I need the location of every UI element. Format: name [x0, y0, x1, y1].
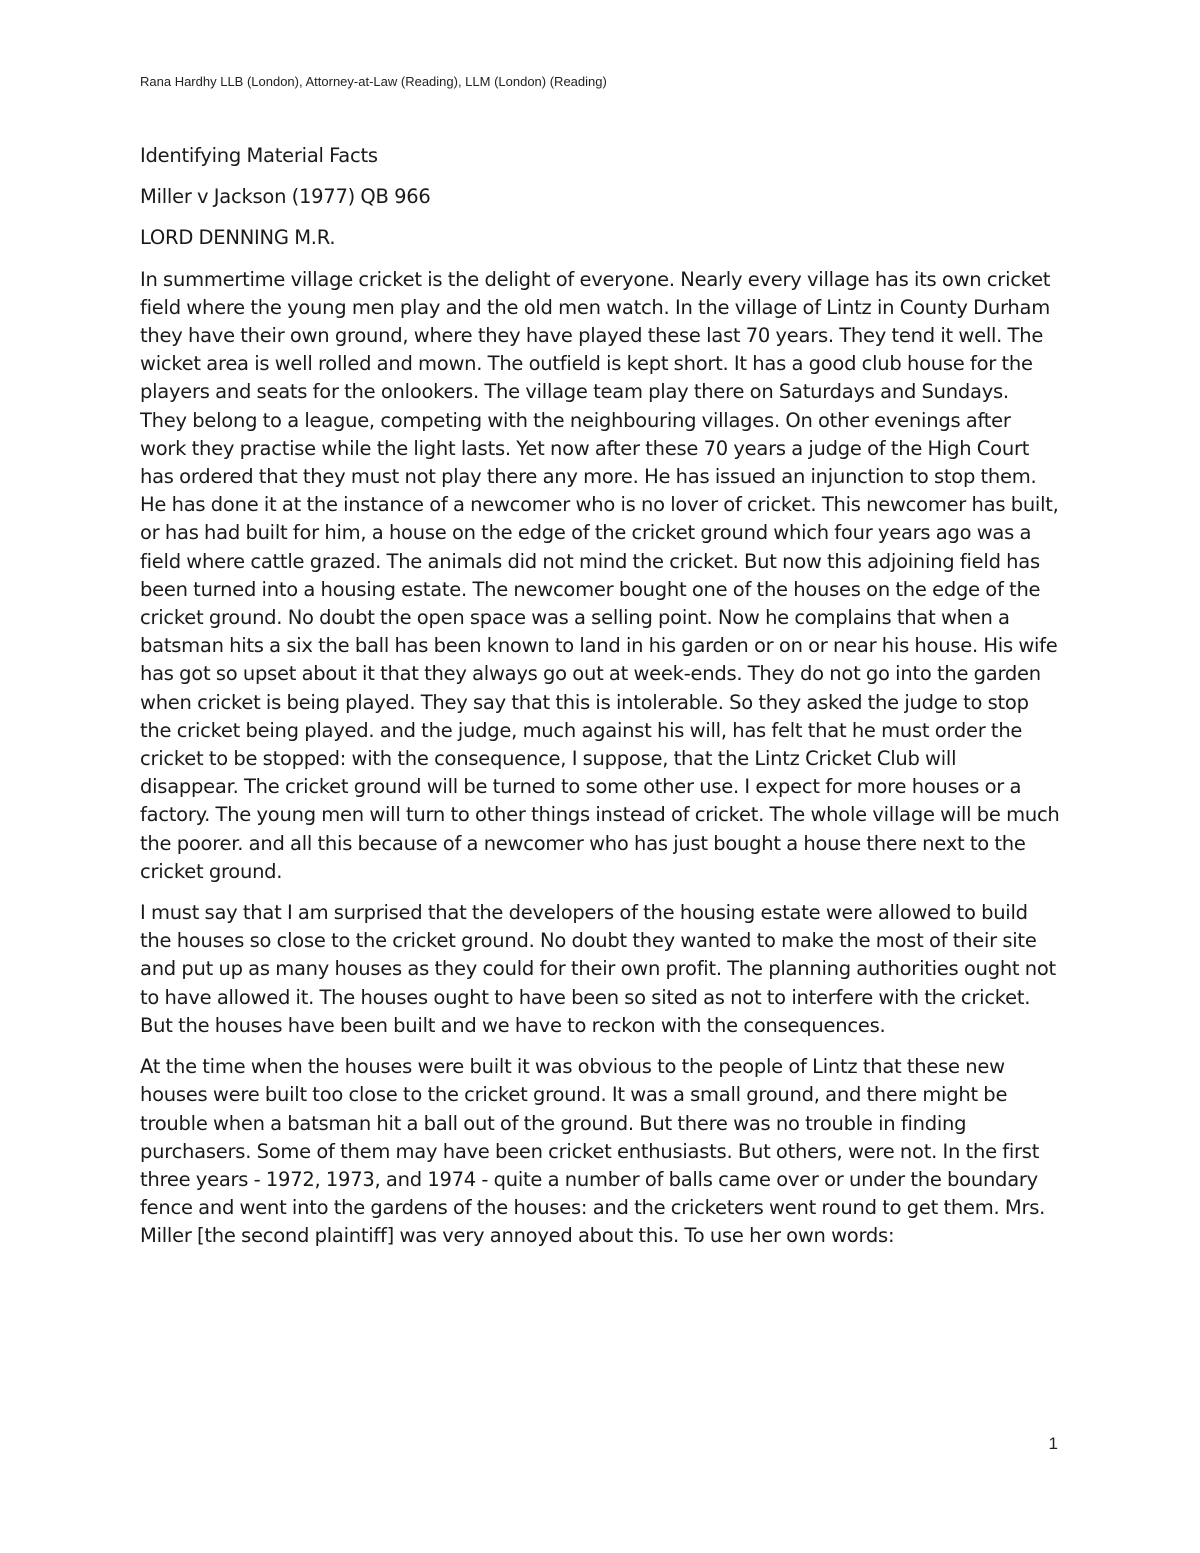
document-title: Identifying Material Facts: [140, 144, 378, 167]
document-body: [140, 142, 1060, 1264]
paragraph-2: I must say that I am surprised that the developers of the housing estate were allowed to build the houses so close to the cricket ground. No doubt they wanted to make the most of their site and put up as many houses as they could for their own profit. The planning authorities ought not to have allowed it. The houses ought to have been so sited as not to interfere with the cricket. But the houses have been built and we have to reckon with the consequences.: [140, 901, 1056, 1037]
judge-name: LORD DENNING M.R.: [140, 226, 336, 250]
paragraph-1: In summertime village cricket is the delight of everyone. Nearly every village has its own cricket field where the young men play and the old men watch. In the village of Lintz in County Durham they have their own ground, where they have played these last 70 years. They tend it well. The wicket area is well rolled and mown. The outfield is kept short. It has a good club house for the players and seats for the onlookers. The village team play there on Saturdays and Sundays. They belong to a league, competing with the neighbouring villages. On other evenings after work they practise while the light lasts. Yet now after these 70 years a judge of the High Court has ordered that they must not play there any more. He has issued an injunction to stop them. He has done it at the instance of a newcomer who is no lover of cricket. This newcomer has built, or has had built for him, a house on the edge of the cricket ground which four years ago was a field where cattle grazed. The animals did not mind the cricket. But now this adjoining field has been turned into a housing estate. The newcomer bought one of the houses on the edge of the cricket ground. No doubt the open space was a selling point. Now he complains that when a batsman hits a six the ball has been known to land in his garden or on or near his house. His wife has got so upset about it that they always go out at week-ends. They do not go into the garden when cricket is being played. They say that this is intolerable. So they asked the judge to stop the cricket being played. and the judge, much against his will, has felt that he must order the cricket to be stopped: with the consequence, I suppose, that the Lintz Cricket Club will disappear. The cricket ground will be turned to some other use. I expect for more houses or a factory. The young men will turn to other things instead of cricket. The whole village will be much the poorer. and all this because of a newcomer who has just bought a house there next to the cricket ground.: [140, 267, 1060, 883]
author-header: Rana Hardhy LLB (London), Attorney-at-Law (Reading), LLM (London) (Reading): [140, 74, 607, 89]
case-citation: Miller v Jackson (1977) QB 966: [140, 185, 431, 209]
paragraph-3: At the time when the houses were built it was obvious to the people of Lintz that these new houses were built too close to the cricket ground. It was a small ground, and there might be trouble when a batsman hit a ball out of the ground. But there was no trouble in finding purchasers. Some of them may have been cricket enthusiasts. But others, were not. In the first three years - 1972, 1973, and 1974 - quite a number of balls came over or under the boundary fence and went into the gardens of the houses: and the cricketers went round to get them. Mrs. Miller [the second plaintiff] was very annoyed about this. To use her own words:: [140, 1055, 1046, 1248]
page-number: 1: [1048, 1434, 1058, 1453]
